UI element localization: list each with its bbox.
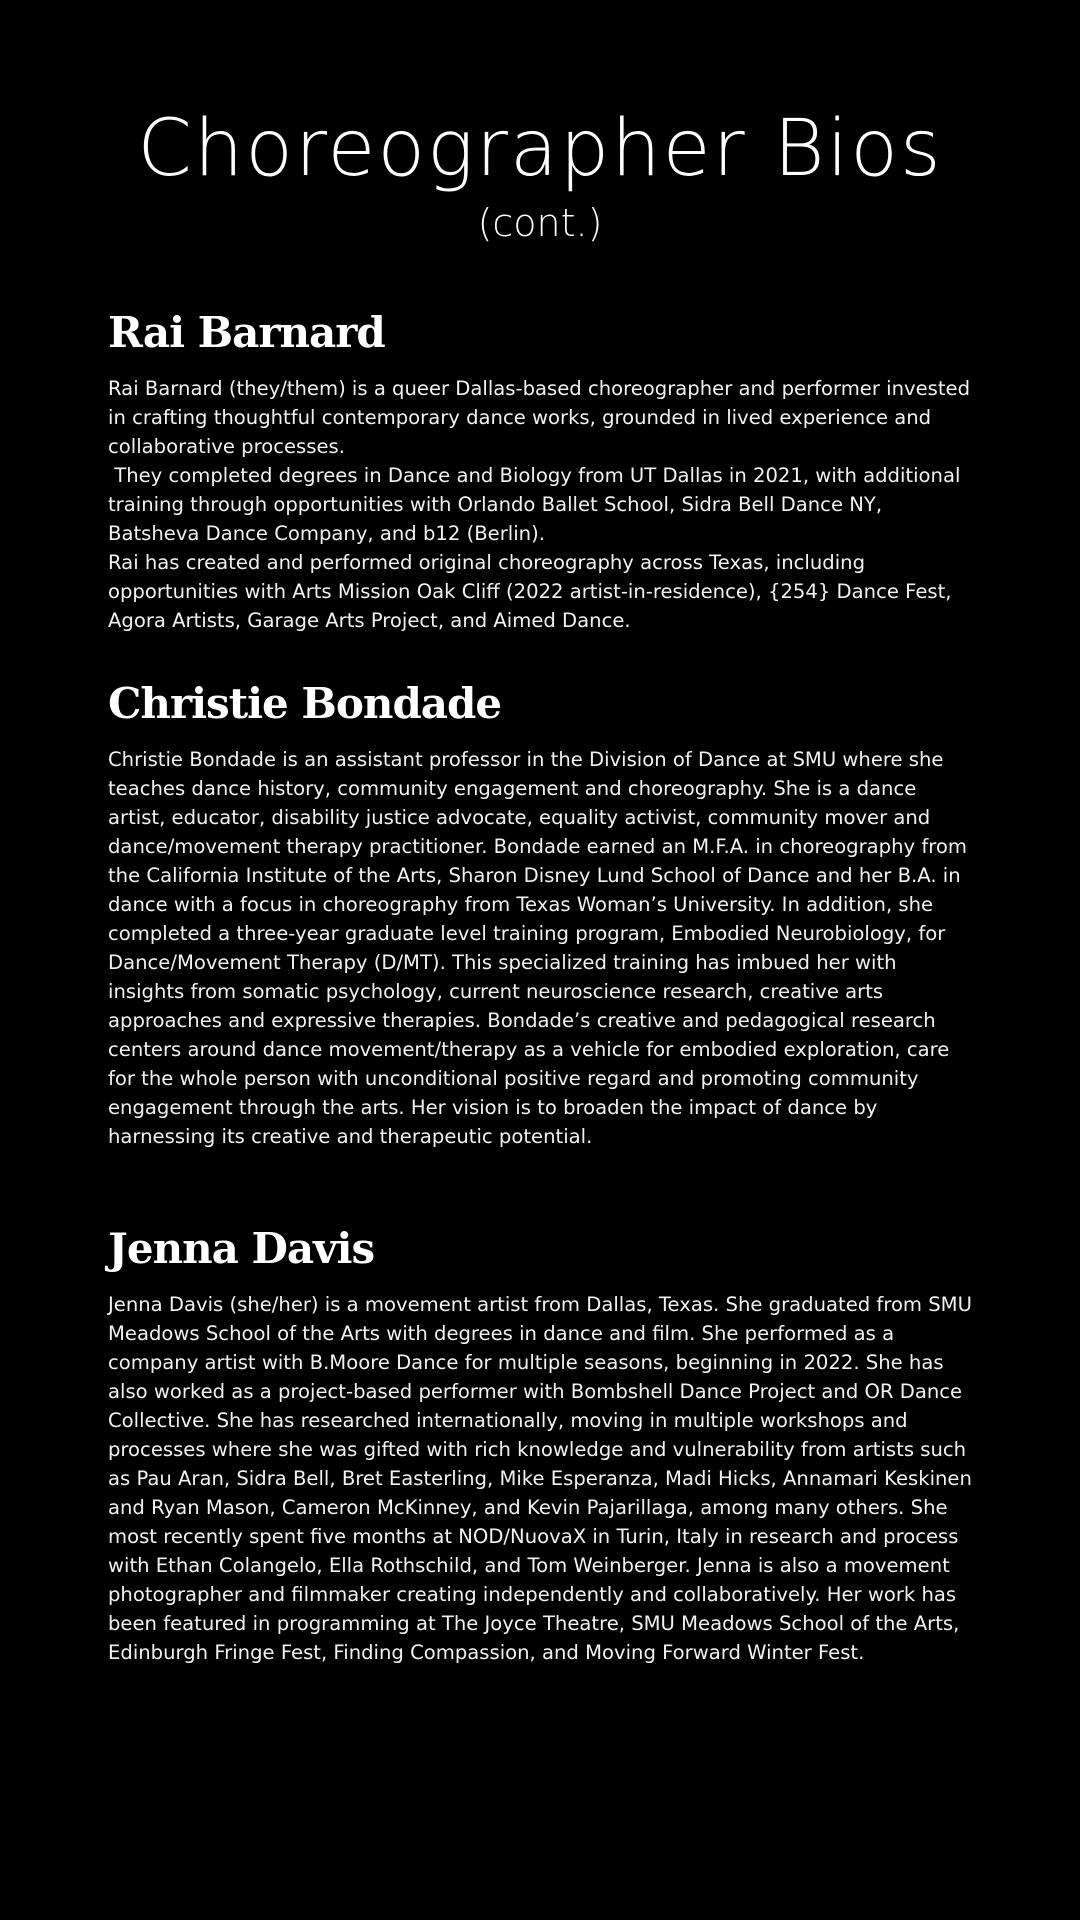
bio-rai-barnard bbox=[108, 308, 972, 635]
page-title: Choreographer Bios bbox=[137, 104, 943, 194]
bio-paragraph: They completed degrees in Dance and Biology from UT Dallas in 2021, with additional training through opportunities with Orlando Ballet School, Sidra Bell Dance NY, Batsheva Dance Company, and b12 (Berlin). bbox=[108, 464, 967, 545]
title-block bbox=[108, 0, 972, 245]
bio-name: Jenna Davis bbox=[108, 1224, 375, 1273]
bio-name: Christie Bondade bbox=[108, 679, 502, 728]
page-subtitle: (cont.) bbox=[477, 201, 603, 245]
bio-christie-bondade bbox=[108, 679, 972, 1151]
bio-paragraph: Jenna Davis (she/her) is a movement artist from Dallas, Texas. She graduated from SMU Meadows School of the Arts with degrees in dance and film. She performed as a company artist with B.Moore Dance for multiple seasons, beginning in 2022. She has also worked as a project-based performer with Bombshell Dance Project and OR Dance Collective. She has researched internationally, moving in multiple workshops and processes where she was gifted with rich knowledge and vulnerability from artists such as Pau Aran, Sidra Bell, Bret Easterling, Mike Esperanza, Madi Hicks, Annamari Keskinen and Ryan Mason, Cameron McKinney, and Kevin Pajarillaga, among many others. She most recently spent five months at NOD/NuovaX in Turin, Italy in research and process with Ethan Colangelo, Ella Rothschild, and Tom Weinberger. Jenna is also a movement photographer and filmmaker creating independently and collaboratively. Her work has been featured in programming at The Joyce Theatre, SMU Meadows School of the Arts, Edinburgh Fringe Fest, Finding Compassion, and Moving Forward Winter Fest. bbox=[108, 1293, 972, 1664]
bio-jenna-davis bbox=[108, 1224, 972, 1667]
bio-paragraph: Christie Bondade is an assistant professor in the Division of Dance at SMU where she teaches dance history, community engagement and choreography. She is a dance artist, educator, disability justice advocate, equality activist, community mover and dance/movement therapy practitioner. Bondade earned an M.F.A. in choreography from the California Institute of the Arts, Sharon Disney Lund School of Dance and her B.A. in dance with a focus in choreography from Texas Woman’s University. In addition, she completed a three-year graduate level training program, Embodied Neurobiology, for Dance/Movement Therapy (D/MT). This specialized training has imbued her with insights from somatic psychology, current neuroscience research, creative arts approaches and expressive therapies. Bondade’s creative and pedagogical research centers around dance movement/therapy as a vehicle for embodied exploration, care for the whole person with unconditional positive regard and promoting community engagement through the arts. Her vision is to broaden the impact of dance by harnessing its creative and therapeutic potential. bbox=[108, 748, 967, 1148]
bio-paragraph: Rai has created and performed original choreography across Texas, including opportunities with Arts Mission Oak Cliff (2022 artist-in-residence), {254} Dance Fest, Agora Artists, Garage Arts Project, and Aimed Dance. bbox=[108, 551, 952, 632]
bio-name: Rai Barnard bbox=[108, 308, 385, 357]
bio-paragraph: Rai Barnard (they/them) is a queer Dallas-based choreographer and performer invested in crafting thoughtful contemporary dance works, grounded in lived experience and collaborative processes. bbox=[108, 377, 971, 458]
